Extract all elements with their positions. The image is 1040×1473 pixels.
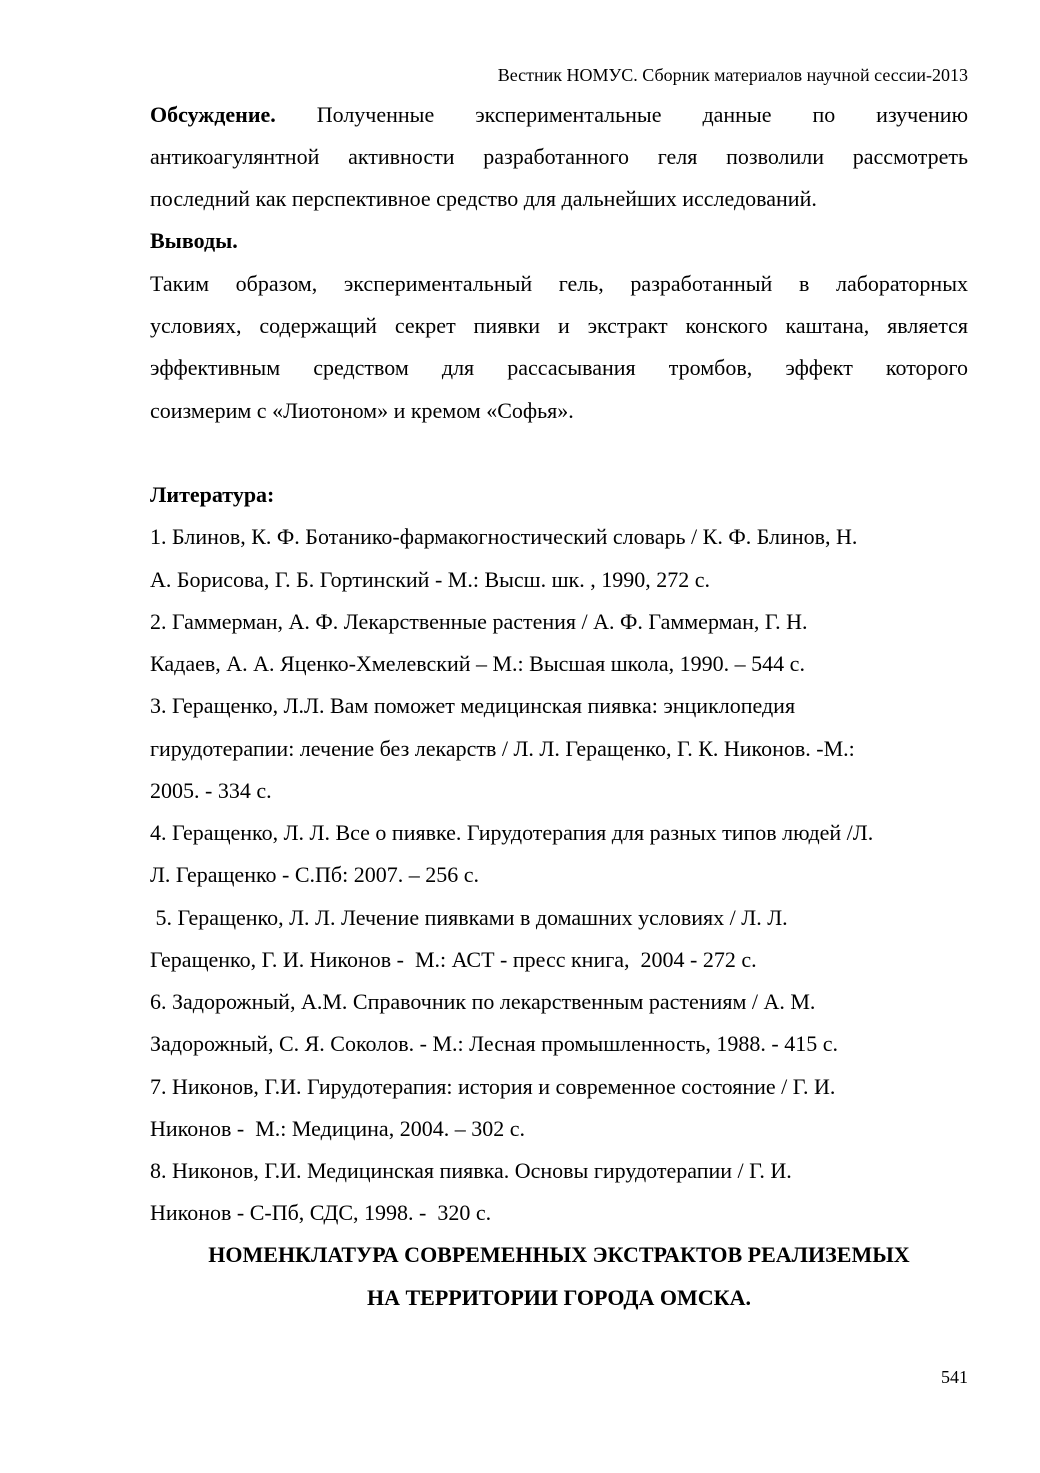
reference-line: Геращенко, Г. И. Никонов - М.: АСТ - пресс книга, 2004 - 272 с. [150, 947, 757, 972]
reference-line: 8. Никонов, Г.И. Медицинская пиявка. Основы гирудотерапии / Г. И. [150, 1158, 792, 1183]
conclusions-line: эффективным средством для рассасывания тромбов, эффект которого [150, 355, 968, 380]
discussion-text: Полученные экспериментальные данные по изучению [316, 102, 968, 127]
reference-line: 2. Гаммерман, А. Ф. Лекарственные растения / А. Ф. Гаммерман, Г. Н. [150, 609, 808, 634]
reference-line: 4. Геращенко, Л. Л. Все о пиявке. Гирудотерапия для разных типов людей /Л. [150, 820, 874, 845]
reference-line: 2005. - 334 с. [150, 778, 272, 803]
document-page [150, 0, 968, 1473]
discussion-line-1 [150, 101, 968, 129]
reference-line: Кадаев, А. А. Яценко-Хмелевский – М.: Высшая школа, 1990. – 544 с. [150, 651, 805, 676]
reference-line: 5. Геращенко, Л. Л. Лечение пиявками в домашних условиях / Л. Л. [150, 905, 788, 930]
reference-line: 6. Задорожный, А.М. Справочник по лекарственным растениям / А. М. [150, 989, 816, 1014]
conclusions-line: соизмерим с «Лиотоном» и кремом «Софья». [150, 398, 574, 423]
reference-line: А. Борисова, Г. Б. Гортинский - М.: Высш. шк. , 1990, 272 с. [150, 567, 711, 592]
reference-line: 3. Геращенко, Л.Л. Вам поможет медицинская пиявка: энциклопедия [150, 693, 796, 718]
reference-line: гирудотерапии: лечение без лекарств / Л. Л. Геращенко, Г. К. Никонов. -М.: [150, 736, 855, 761]
reference-line: Никонов - С-Пб, СДС, 1998. - 320 с. [150, 1200, 492, 1225]
discussion-heading: Обсуждение. [150, 102, 276, 127]
discussion-line-3: последний как перспективное средство для дальнейших исследований. [150, 186, 817, 211]
conclusions-line: Таким образом, экспериментальный гель, разработанный в лабораторных [150, 271, 968, 296]
conclusions-heading: Выводы. [150, 228, 238, 253]
reference-line: 7. Никонов, Г.И. Гирудотерапия: история и современное состояние / Г. И. [150, 1074, 836, 1099]
reference-line: Никонов - М.: Медицина, 2004. – 302 с. [150, 1116, 525, 1141]
running-header: Вестник НОМУС. Сборник материалов научной сессии-2013 [497, 65, 968, 85]
next-article-title-line-1: НОМЕНКЛАТУРА СОВРЕМЕННЫХ ЭКСТРАКТОВ РЕАЛИЗЕМЫХ [208, 1242, 910, 1267]
next-article-title-line-2: НА ТЕРРИТОРИИ ГОРОДА ОМСКА. [366, 1285, 751, 1310]
discussion-line-2: антикоагулянтной активности разработанного геля позволили рассмотреть [150, 144, 968, 169]
reference-line: Задорожный, С. Я. Соколов. - М.: Лесная промышленность, 1988. - 415 с. [150, 1031, 838, 1056]
reference-line: 1. Блинов, К. Ф. Ботанико-фармакогностический словарь / К. Ф. Блинов, Н. [150, 524, 858, 549]
references-heading: Литература: [150, 482, 275, 507]
reference-line: Л. Геращенко - С.Пб: 2007. – 256 с. [150, 862, 480, 887]
conclusions-line: условиях, содержащий секрет пиявки и экстракт конского каштана, является [150, 313, 968, 338]
page-number: 541 [941, 1367, 968, 1387]
